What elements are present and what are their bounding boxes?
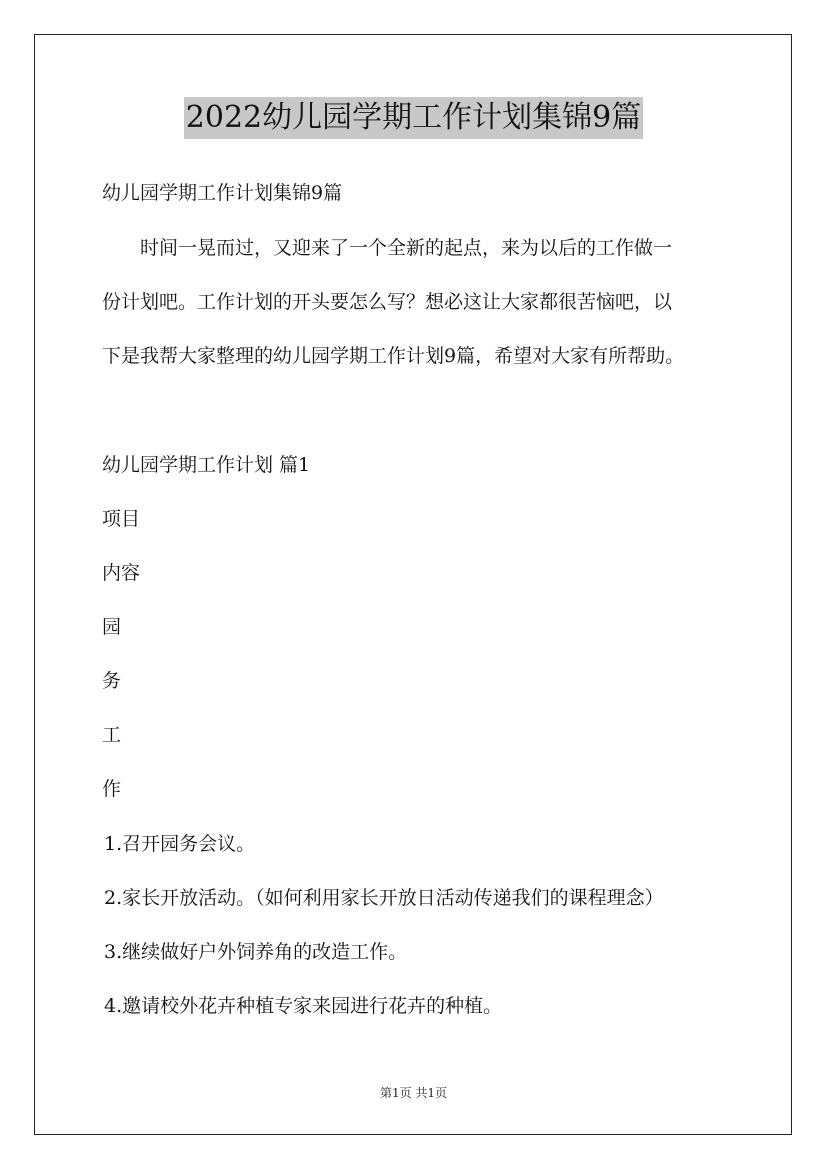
intro-line-2: 份计划吧。工作计划的开头要怎么写？想必这让大家都很苦恼吧，以 xyxy=(102,291,673,313)
intro-line-3: 下是我帮大家整理的幼儿园学期工作计划9篇，希望对大家有所帮助。 xyxy=(102,345,685,367)
list-item: 2.家长开放活动。（如何利用家长开放日活动传递我们的课程理念） xyxy=(104,887,664,909)
table-header-content: 内容 xyxy=(102,562,141,584)
title-container xyxy=(0,97,827,139)
category-char: 园 xyxy=(102,616,122,638)
page-footer: 第1页 共1页 xyxy=(379,1086,448,1100)
document-title: 2022幼儿园学期工作计划集锦9篇 xyxy=(184,97,643,139)
category-char: 工 xyxy=(102,724,122,746)
list-item: 3.继续做好户外饲养角的改造工作。 xyxy=(104,941,408,963)
category-char: 作 xyxy=(102,778,122,800)
intro-line-1: 时间一晃而过，又迎来了一个全新的起点，来为以后的工作做一 xyxy=(140,237,673,259)
section-heading: 幼儿园学期工作计划 篇1 xyxy=(102,454,311,476)
category-char: 务 xyxy=(102,670,122,692)
table-header-item: 项目 xyxy=(102,508,141,530)
list-item: 4.邀请校外花卉种植专家来园进行花卉的种植。 xyxy=(104,995,503,1017)
document-subtitle: 幼儿园学期工作计划集锦9篇 xyxy=(102,182,343,204)
list-item: 1.召开园务会议。 xyxy=(104,833,256,855)
